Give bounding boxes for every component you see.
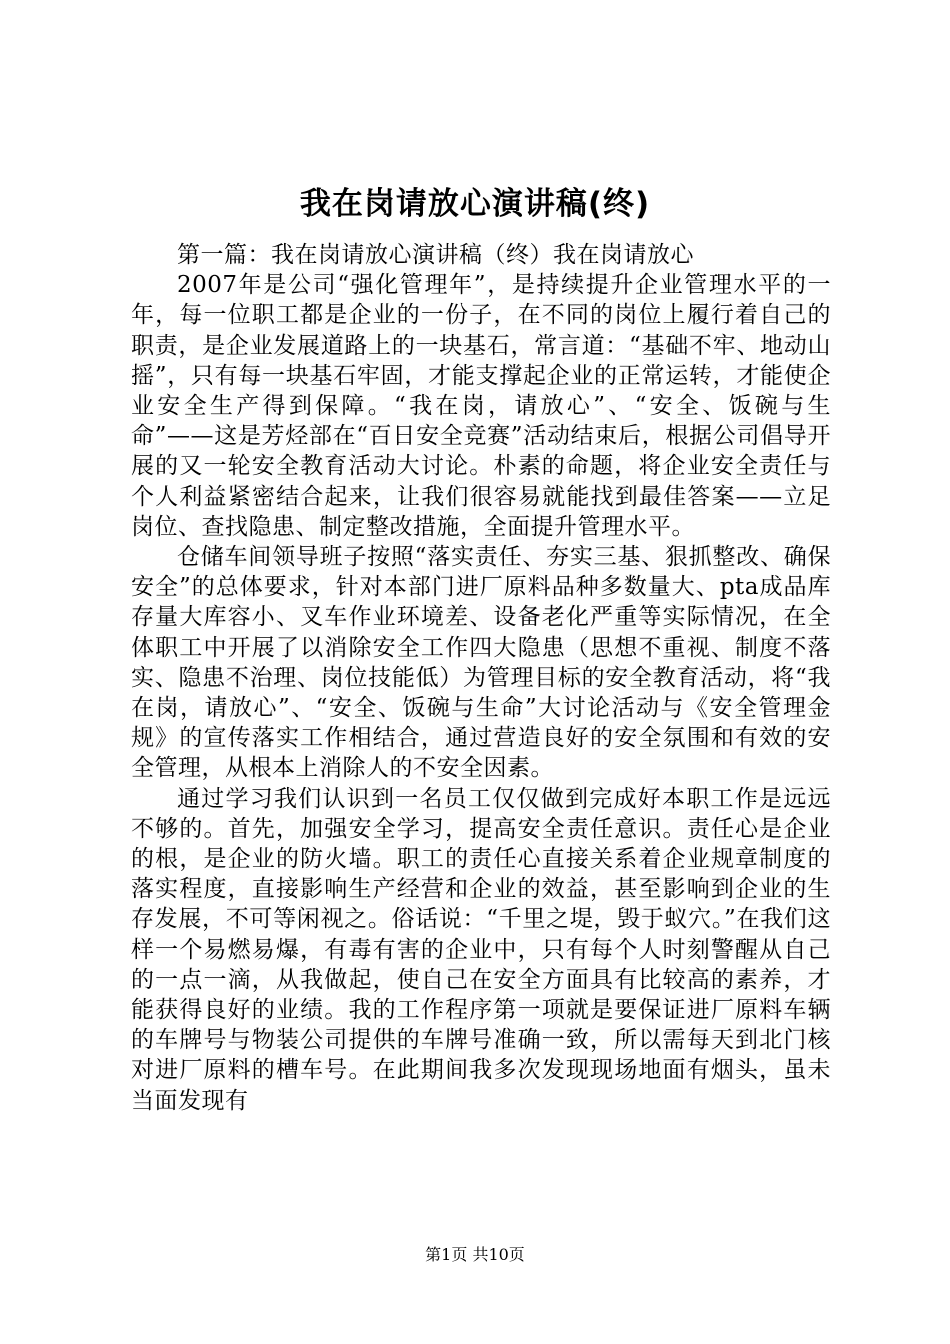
page-footer: 第1页 共10页 — [425, 1245, 525, 1264]
paragraph-1: 2007年是公司“强化管理年”，是持续提升企业管理水平的一年，每一位职工都是企业的一份子，在不同的岗位上履行着自己的职责，是企业发展道路上的一块基石，常言道：“基础不牢、地动山摇”，只有每一块基石牢固，才能支撑起企业的正常运转，才能使企业安全生产得到保障。“我在岗，请放心”、“安全、饭碗与生命”——这是芳烃部在“百日安全竞赛”活动结束后，根据公司倡导开展的又一轮安全教育活动大讨论。朴素的命题，将企业安全责任与个人利益紧密结合起来，让我们很容易就能找到最佳答案——立足岗位、查找隐患、制定整改措施，全面提升管理水平。 — [131, 272, 831, 540]
document-body — [131, 240, 831, 1116]
paragraph-3: 通过学习我们认识到一名员工仅仅做到完成好本职工作是远远不够的。首先，加强安全学习，提高安全责任意识。责任心是企业的根，是企业的防火墙。职工的责任心直接关系着企业规章制度的落实程度，直接影响生产经营和企业的效益，甚至影响到企业的生存发展，不可等闲视之。俗话说：“千里之堤，毁于蚁穴。”在我们这样一个易燃易爆，有毒有害的企业中，只有每个人时刻警醒从自己的一点一滴，从我做起，使自己在安全方面具有比较高的素养，才能获得良好的业绩。我的工作程序第一项就是要保证进厂原料车辆的车牌号与物装公司提供的车牌号准确一致，所以需每天到北门核对进厂原料的槽车号。在此期间我多次发现现场地面有烟头，虽未当面发现有 — [131, 785, 831, 1114]
document-title: 我在岗请放心演讲稿(终) — [299, 186, 651, 222]
paragraph-2: 仓储车间领导班子按照“落实责任、夯实三基、狠抓整改、确保安全”的总体要求，针对本部门进厂原料品种多数量大、pta成品库存量大库容小、叉车作业环境差、设备老化严重等实际情况，在全体职工中开展了以消除安全工作四大隐患（思想不重视、制度不落实、隐患不治理、岗位技能低）为管理目标的安全教育活动，将“我在岗，请放心”、“安全、饭碗与生命”大讨论活动与《安全管理金规》的宣传落实工作相结合，通过营造良好的安全氛围和有效的安全管理，从根本上消除人的不安全因素。 — [131, 544, 831, 782]
paragraph-heading-line: 第一篇：我在岗请放心演讲稿（终）我在岗请放心 — [177, 242, 694, 268]
